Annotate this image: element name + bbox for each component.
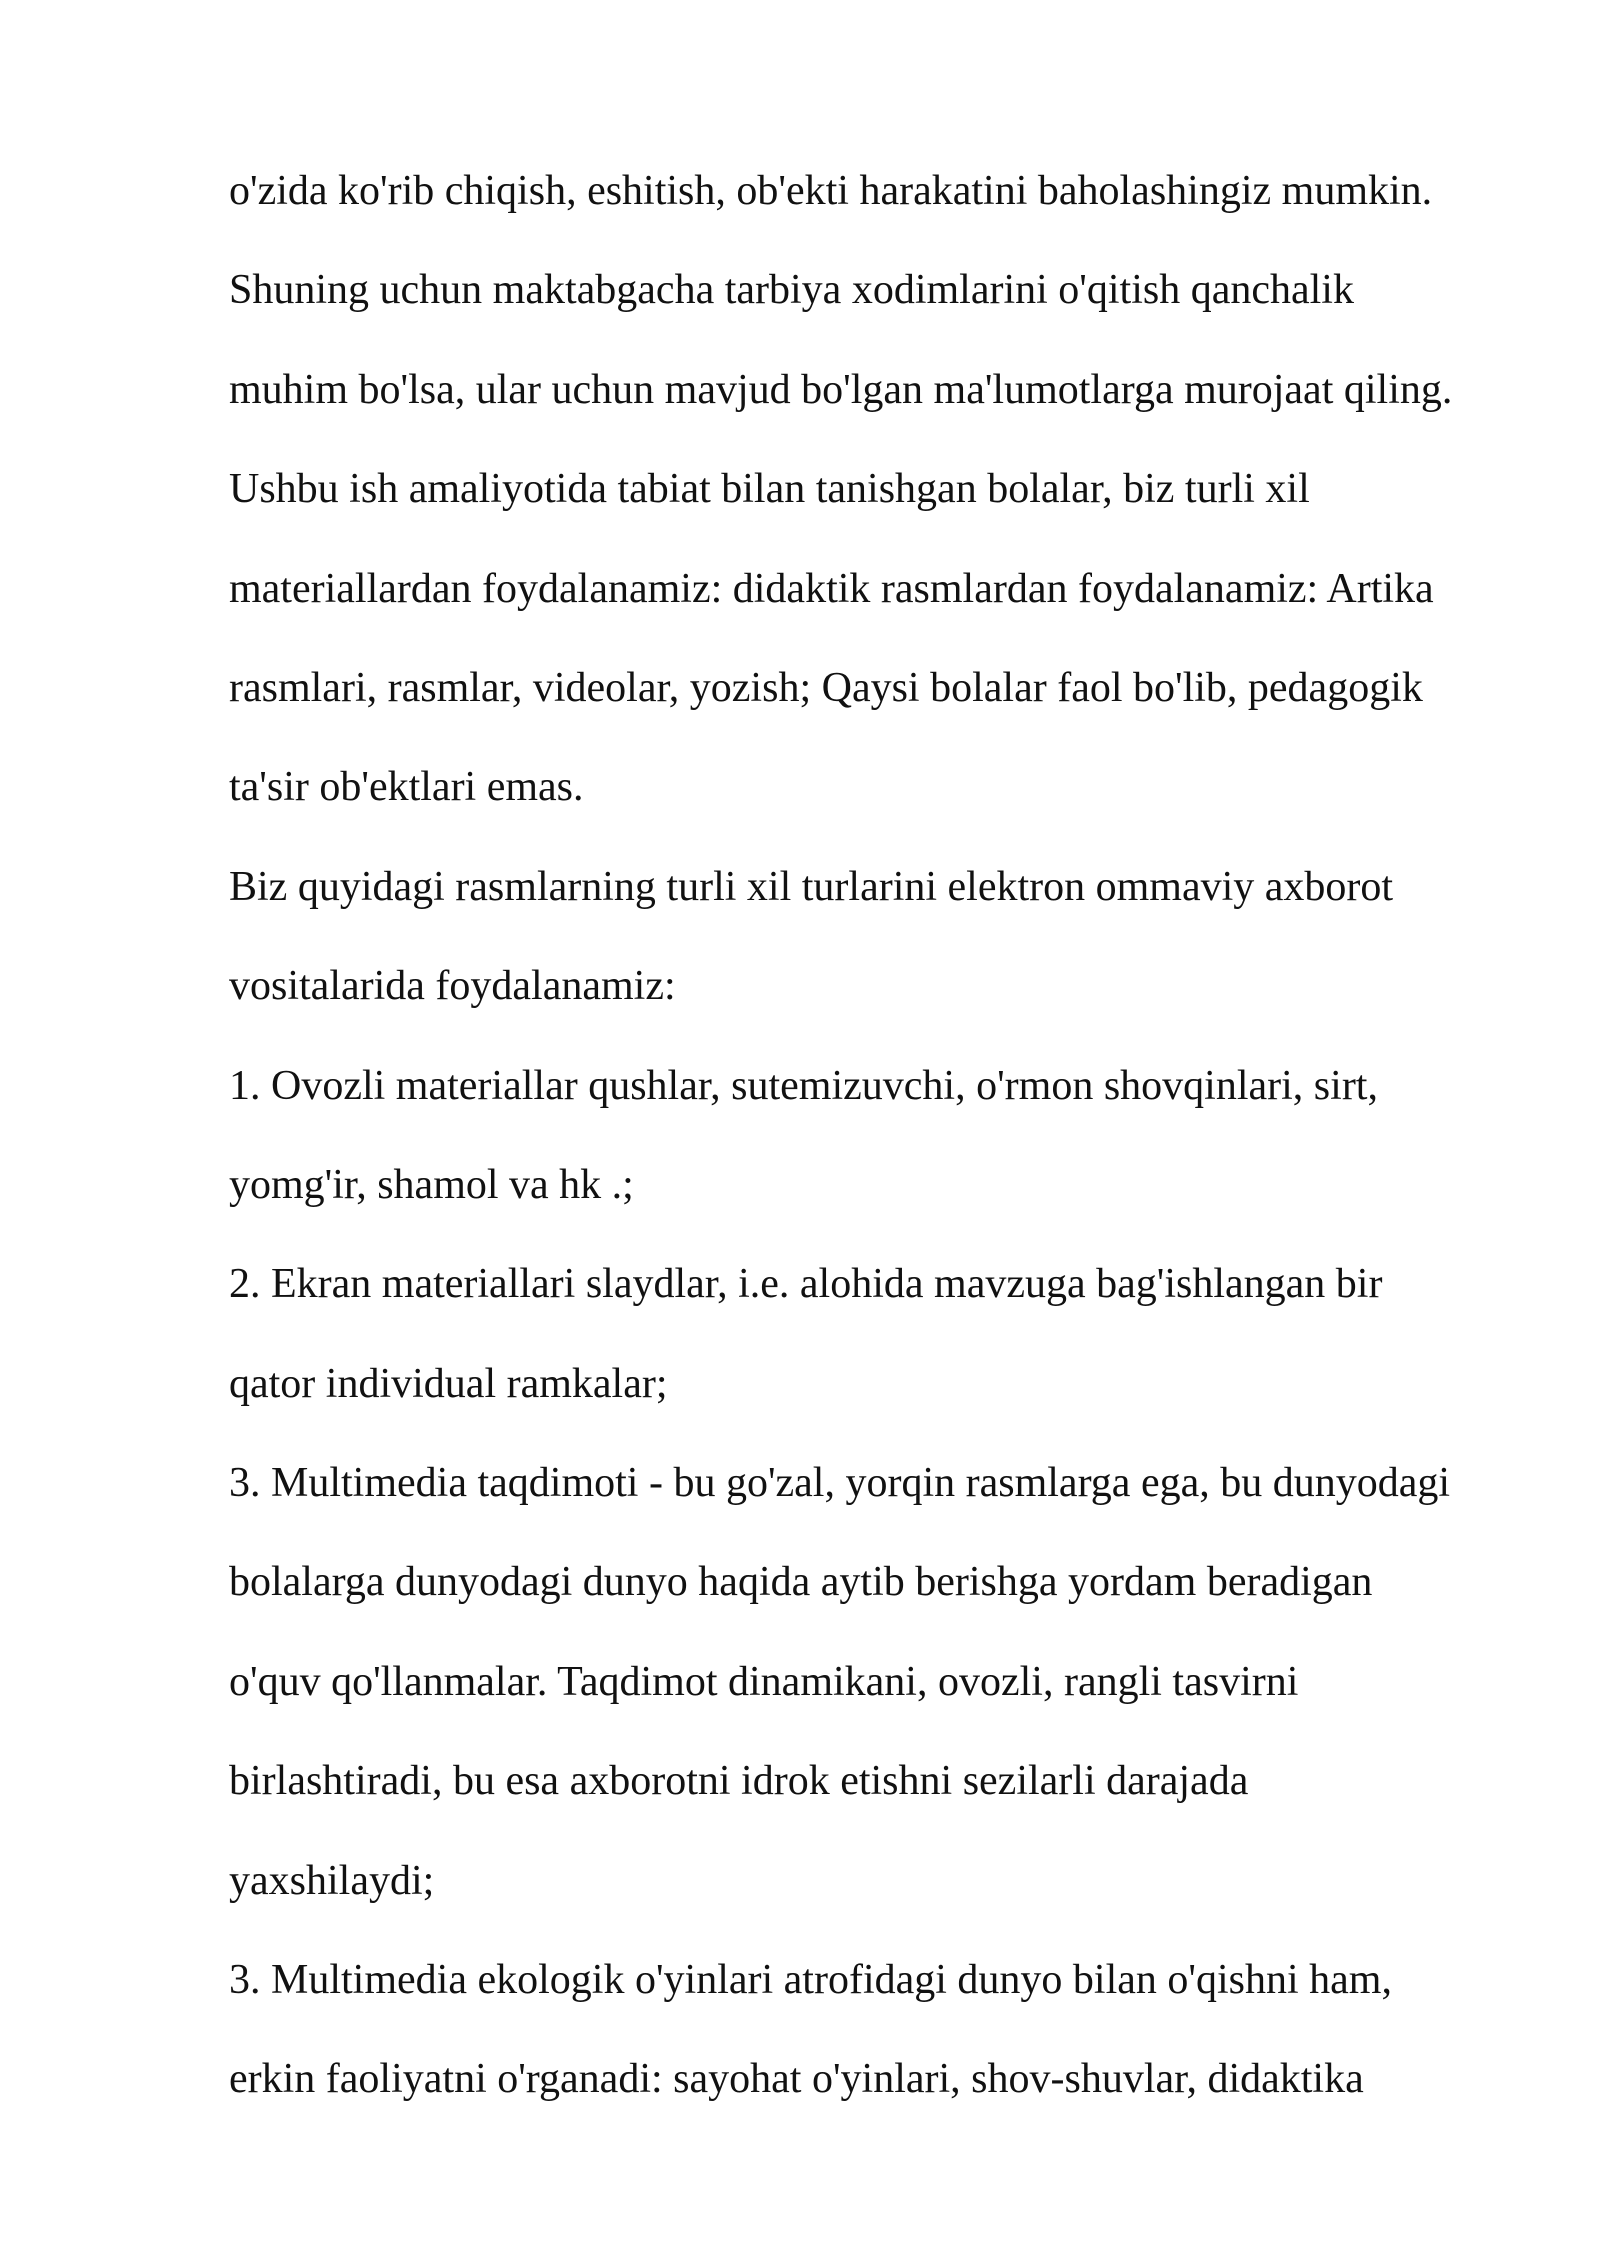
list-item-line: o'quv qo'llanmalar. Taqdimot dinamikani, ovozli, rangli tasvirni	[229, 1658, 1299, 1705]
list-item-line: 1. Ovozli materiallar qushlar, sutemizuvchi, o'rmon shovqinlari, sirt,	[229, 1062, 1378, 1109]
text-line: ta'sir ob'ektlari emas.	[229, 764, 584, 811]
text-line: o'zida ko'rib chiqish, eshitish, ob'ekti harakatini baholashingiz mumkin.	[229, 168, 1433, 214]
list-item-line: 3. Multimedia ekologik o'yinlari atrofidagi dunyo bilan o'qishni ham,	[229, 1957, 1392, 2004]
list-item-line: yaxshilaydi;	[229, 1857, 435, 1904]
text-line: vositalarida foydalanamiz:	[229, 963, 676, 1010]
text-line: Ushbu ish amaliyotida tabiat bilan tanishgan bolalar, biz turli xil	[229, 466, 1310, 513]
list-item-line: qator individual ramkalar;	[229, 1360, 668, 1407]
text-line: muhim bo'lsa, ular uchun mavjud bo'lgan ma'lumotlarga murojaat qiling.	[229, 366, 1453, 413]
list-item-line: yomg'ir, shamol va hk .;	[229, 1161, 634, 1208]
text-line: materiallardan foydalanamiz: didaktik rasmlardan foydalanamiz: Artika	[229, 565, 1434, 612]
list-item-line: 3. Multimedia taqdimoti - bu go'zal, yorqin rasmlarga ega, bu dunyodagi	[229, 1460, 1451, 1507]
list-item-line: birlashtiradi, bu esa axborotni idrok etishni sezilarli darajada	[229, 1758, 1249, 1805]
text-line: Shuning uchun maktabgacha tarbiya xodimlarini o'qitish qanchalik	[229, 267, 1354, 314]
list-item-line: bolalarga dunyodagi dunyo haqida aytib berishga yordam beradigan	[229, 1559, 1373, 1606]
list-item-line: erkin faoliyatni o'rganadi: sayohat o'yinlari, shov-shuvlar, didaktika	[229, 2056, 1364, 2103]
list-item-line: 2. Ekran materiallari slaydlar, i.e. alohida mavzuga bag'ishlangan bir	[229, 1261, 1383, 1308]
text-line: rasmlari, rasmlar, videolar, yozish; Qaysi bolalar faol bo'lib, pedagogik	[229, 664, 1423, 711]
body-text	[229, 142, 1529, 2130]
text-line: Biz quyidagi rasmlarning turli xil turlarini elektron ommaviy axborot	[229, 863, 1394, 910]
